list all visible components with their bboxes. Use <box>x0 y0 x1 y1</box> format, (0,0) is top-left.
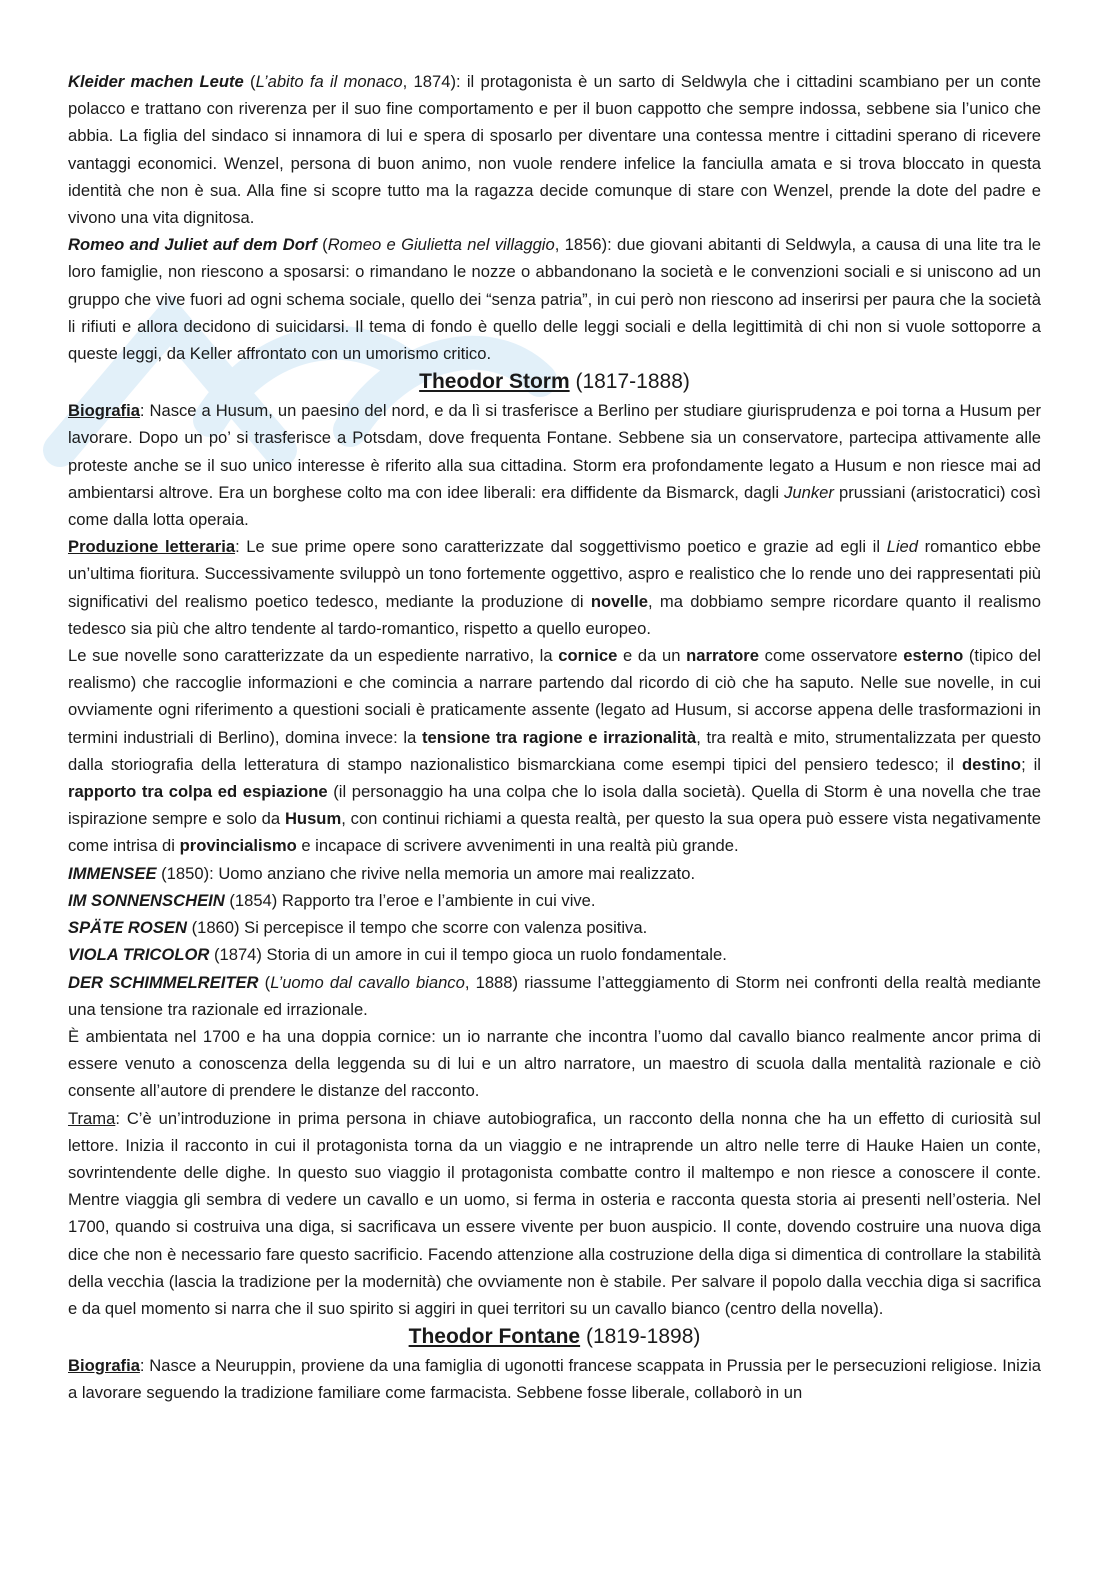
paragraph-ambientazione: È ambientata nel 1700 e ha una doppia cornice: un io narrante che incontra l’uomo dal cavallo bianco realmente ancor prima di essere venuto a conoscenza della leggenda su di lui e un altro narratore, un maestro di scuola dalla mentalità razionale e ciò consente all’autore di prendere le distanze del racconto. <box>68 1026 1041 1101</box>
section-heading-fontane <box>68 1322 1041 1352</box>
work-entry: IMMENSEE (1850): Uomo anziano che rivive nella memoria un amore mai realizzato. <box>68 863 696 883</box>
work-entry: IM SONNENSCHEIN (1854) Rapporto tra l’eroe e l’ambiente in cui vive. <box>68 890 596 910</box>
label-biografia: Biografia <box>68 401 140 421</box>
label-trama: Trama <box>68 1108 116 1128</box>
author-dates-storm: (1817-1888) <box>569 370 690 394</box>
work-entry: SPÄTE ROSEN (1860) Si percepisce il tempo che scorre con valenza positiva. <box>68 918 648 938</box>
document-page <box>68 68 1041 1568</box>
label-produzione-letteraria: Produzione letteraria <box>68 537 236 557</box>
author-name-storm: Theodor Storm <box>419 370 570 394</box>
work-title-kleider: Kleider machen Leute <box>68 72 244 91</box>
paragraph-storm-novelle: Le sue novelle sono caratterizzate da un espediente narrativo, la cornice e da un narratore come osservatore esterno (tipico del realismo) che raccoglie informazioni e che comincia a narrare partendo dal ricordo di ciò che ha saputo. Nelle sue novelle, in cui ovviamente ogni riferimento a questioni sociali è praticamente assente (legato ad Husum, si accorse appena delle trasformazioni in termini industriali di Berlino), domina invece: la tensione tra ragione e irrazionalità, tra realtà e mito, strumentalizzata per questo dalla storiografia della letteratura di stampo nazionalistico bismarckiana come esempi tipici del pensiero tedesco; il destino; il rapporto tra colpa ed espiazione (il personaggio ha una colpa che lo isola dalla società). Quella di Storm è una novella che trae ispirazione sempre e solo da Husum, con continui richiami a questa realtà, per questo la sua opera può essere vista negativamente come intrisa di provincialismo e incapace di scrivere avvenimenti in una realtà più grande. <box>68 646 1041 856</box>
work-entry: VIOLA TRICOLOR (1874) Storia di un amore in cui il tempo gioca un ruolo fondamentale. <box>68 945 727 965</box>
paragraph-schimmelreiter: DER SCHIMMELREITER (L’uomo dal cavallo bianco, 1888) riassume l’atteggiamento di Storm nei confronti della realtà mediante una tensione tra razionale ed irrazionale. <box>68 972 1041 1019</box>
paragraph-trama: Trama: C’è un’introduzione in prima persona in chiave autobiografica, un racconto della nonna che ha un effetto di curiosità sul lettore. Inizia il racconto in cui il protagonista torna da un viaggio e ne intraprende un altro nelle terre di Hauke Haien un conte, sovrintendente delle dighe. In questo suo viaggio il protagonista combatte contro il maltempo e non riesce a conoscere il conte. Mentre viaggia gli sembra di vedere un cavallo e un uomo, si ferma in osteria e racconta questa storia ai presenti nell’osteria. Nel 1700, quando si costruiva una diga, si sacrificava un essere vivente per buon auspicio. Il conte, dovendo costruire una nuova diga dice che non è necessario fare questo sacrificio. Facendo attenzione alla costruzione della diga si dimentica di controllare la stabilità della vecchia (lascia la tradizione per la modernità) che ovviamente non è stabile. Per salvare il popolo dalla vecchia diga si sacrifica e da quel momento si narra che il suo spirito si aggiri in quei territori su un cavallo bianco (centro della novella). <box>68 1108 1041 1318</box>
paragraph-storm-biografia: Biografia: Nasce a Husum, un paesino del nord, e da lì si trasferisce a Berlino per studiare giurisprudenza e poi torna a Husum per lavorare. Dopo un po’ si trasferisce a Potsdam, dove frequenta Fontane. Sebbene sia un conservatore, partecipa attivamente alle proteste anche se il suo unico interesse è riferito alla sua cittadina. Storm era profondamente legato a Husum e non riesce mai ad ambientarsi altrove. Era un borghese colto ma con idee liberali: era diffidente da Bismarck, dagli Junker prussiani (aristocratici) così come dalla lotta operaia. <box>68 401 1041 530</box>
author-name-fontane: Theodor Fontane <box>408 1325 581 1349</box>
paragraph-kleider-machen-leute: Kleider machen Leute (L’abito fa il monaco, 1874): il protagonista è un sarto di Seldwyla che i cittadini scambiano per un conte polacco e trattano con riverenza per il suo fine comportamento e per il buon cappotto che sempre indossa, sebbene sia l’unico che abbia. La figlia del sindaco si innamora di lui e spera di sposarlo per diventare una contessa mentre i cittadini sperano di ricevere vantaggi economici. Wenzel, persona di buon animo, non vuole rendere infelice la fanciulla amata e si trova bloccato in questa identità che non è sua. Alla fine si scopre tutto ma la ragazza decide comunque di stare con Wenzel, prende la dote del padre e vivono una vita dignitosa. <box>68 72 1041 228</box>
paragraph-romeo-und-julia: Romeo and Juliet auf dem Dorf (Romeo e Giulietta nel villaggio, 1856): due giovani abitanti di Seldwyla, a causa di una lite tra le loro famiglie, non riescono a sposarsi: o rimandano le nozze o abbandonano la società e le convenzioni sociali e si uniscono ad un gruppo che vive fuori ad ogni schema sociale, quello dei “senza patria”, in cui però non riescono ad inserirsi per paura che la società li rifiuti e allora decidono di suicidarsi. Il tema di fondo è quello delle leggi sociali e della legittimità di chi non si vuole sottoporre a queste leggi, da Keller affrontato con un umorismo critico. <box>68 235 1041 364</box>
paragraph-fontane-biografia: Biografia: Nasce a Neuruppin, proviene da una famiglia di ugonotti francese scappata in Prussia per le persecuzioni religiose. Inizia a lavorare seguendo la tradizione familiare come farmacista. Sebbene fosse liberale, collaborò in un <box>68 1356 1041 1403</box>
paragraph-storm-produzione: Produzione letteraria: Le sue prime opere sono caratterizzate dal soggettivismo poetico e grazie ad egli il Lied romantico ebbe un’ultima fioritura. Successivamente sviluppò un tono fortemente oggettivo, aspro e realistico che lo rende uno dei rappresentati più significativi del realismo poetico tedesco, mediante la produzione di novelle, ma dobbiamo sempre ricordare quanto il realismo tedesco sia più che altro tendente al tardo-romantico, rispetto a quello europeo. <box>68 537 1041 638</box>
section-heading-storm <box>68 367 1041 397</box>
label-biografia: Biografia <box>68 1356 140 1376</box>
author-dates-fontane: (1819-1898) <box>580 1325 701 1349</box>
work-title-romeo: Romeo and Juliet auf dem Dorf <box>68 235 317 255</box>
